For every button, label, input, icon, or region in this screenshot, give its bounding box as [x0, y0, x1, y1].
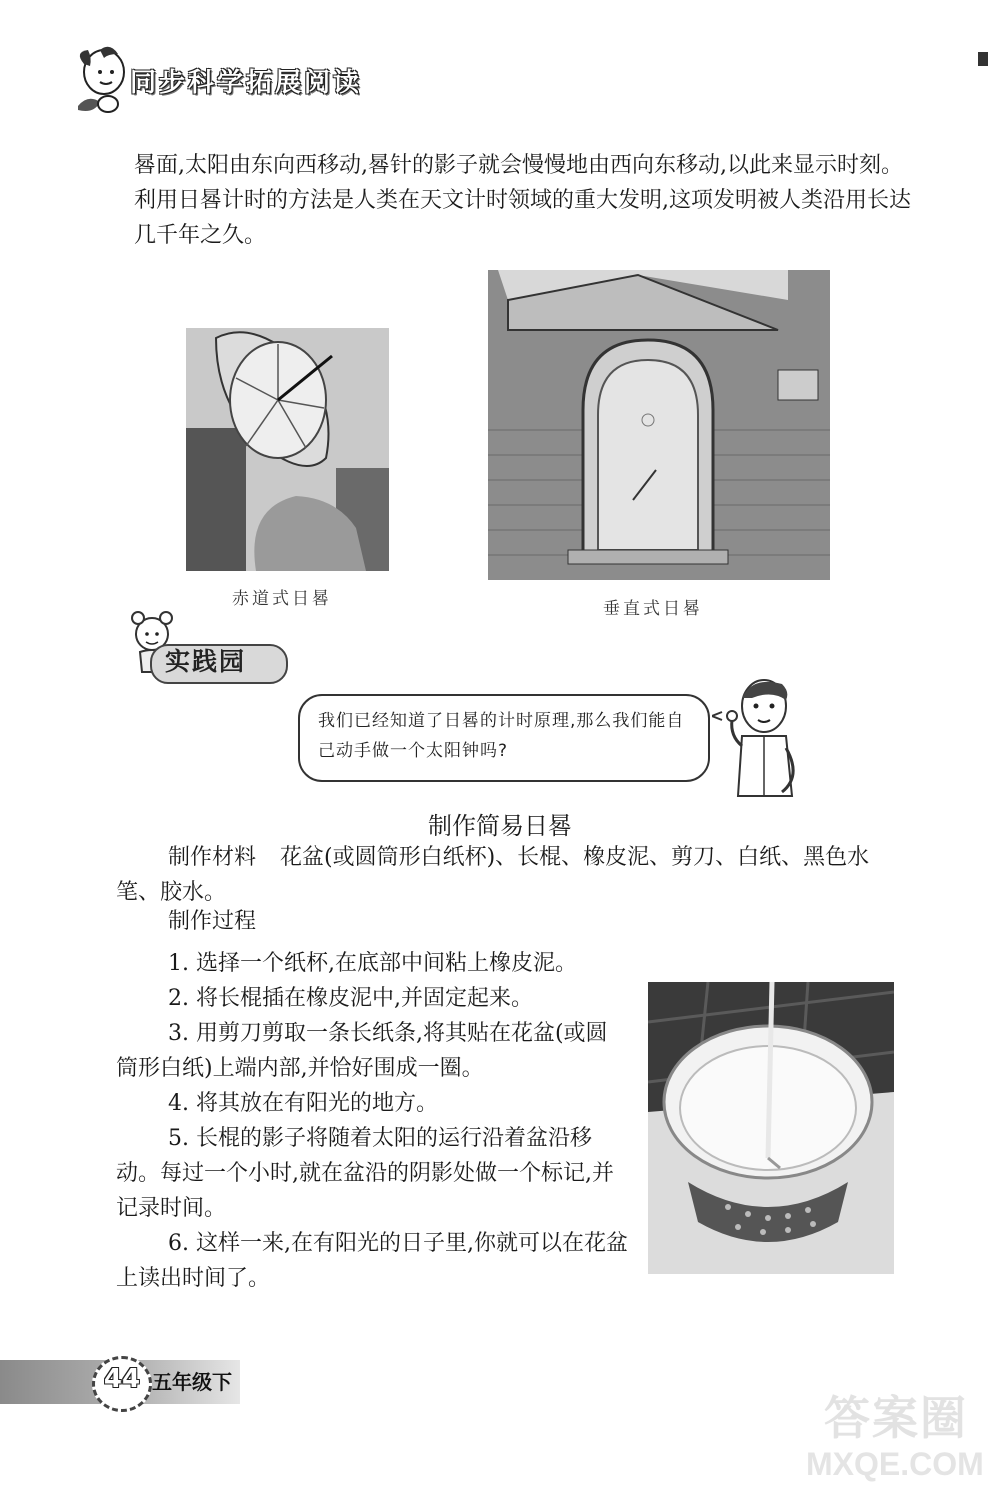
step-item: 1. 选择一个纸杯,在底部中间粘上橡皮泥。 — [168, 951, 577, 976]
step-item: 3. 用剪刀剪取一条长纸条,将其贴在花盆(或圆筒形白纸)上端内部,并恰好围成一圈。 — [116, 1021, 608, 1081]
watermark-url: MXQE.COM — [806, 1446, 984, 1482]
vertical-caption: 垂直式日晷 — [603, 599, 703, 619]
mascot-logo-icon — [70, 44, 130, 116]
page-number: 44 — [103, 1364, 141, 1394]
intro-paragraph: 晷面,太阳由东向西移动,晷针的影子就会慢慢地由西向东移动,以此来显示时刻。利用日晷计时的方法是人类在天文计时领域的重大发明,这项发明被人类沿用长达几千年之久。 — [134, 153, 911, 248]
flowerpot-sundial-photo — [648, 982, 894, 1274]
step-item: 2. 将长棍插在橡皮泥中,并固定起来。 — [168, 986, 533, 1011]
equatorial-caption: 赤道式日晷 — [232, 589, 332, 609]
watermark-text: 答案圈 — [824, 1391, 968, 1445]
vertical-sundial-photo — [488, 270, 830, 580]
corner-mark — [978, 52, 988, 66]
step-item: 4. 将其放在有阳光的地方。 — [168, 1091, 438, 1116]
process-label: 制作过程 — [168, 909, 257, 934]
grade-label: 五年级下 — [152, 1370, 232, 1394]
practice-section-label: 实践园 — [165, 647, 247, 676]
project-title: 制作简易日晷 — [428, 812, 572, 840]
materials-text: 花盆(或圆筒形白纸杯)、长棍、橡皮泥、剪刀、白纸、黑色水笔、胶水。 — [116, 845, 870, 905]
speech-bubble-text: 我们已经知道了日晷的计时原理,那么我们能自己动手做一个太阳钟吗? — [318, 711, 685, 761]
materials-block — [116, 840, 906, 910]
equatorial-sundial-photo — [186, 328, 389, 571]
steps-list — [116, 946, 628, 1296]
step-item: 5. 长棍的影子将随着太阳的运行沿着盆沿移动。每过一个小时,就在盆沿的阴影处做一个标记,并记录时间。 — [116, 1126, 614, 1221]
step-item: 6. 这样一来,在有阳光的日子里,你就可以在花盆上读出时间了。 — [116, 1231, 628, 1291]
materials-label: 制作材料 — [168, 845, 257, 870]
boy-character-icon — [712, 676, 808, 816]
series-title: 同步科学拓展阅读 — [130, 68, 363, 98]
